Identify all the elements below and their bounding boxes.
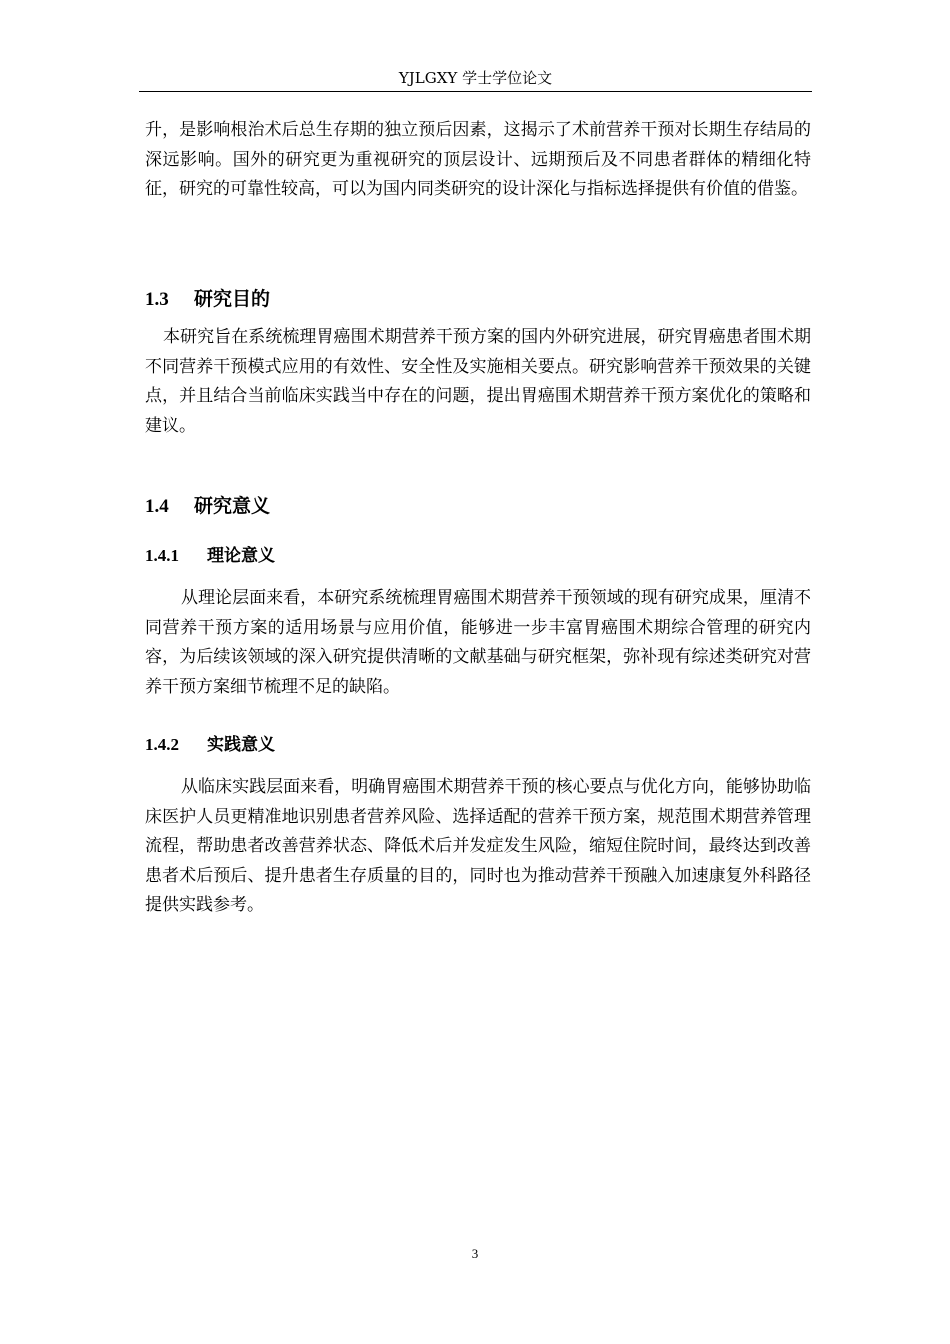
section-heading-1-3 xyxy=(145,287,270,312)
section-heading-1-4 xyxy=(145,494,270,519)
subsection-number: 1.4.2 xyxy=(145,735,179,754)
subsection-title: 实践意义 xyxy=(207,735,275,755)
subsection-heading-1-4-1 xyxy=(145,545,275,567)
section-number: 1.4 xyxy=(145,496,169,517)
header-rule xyxy=(139,91,812,92)
running-header: YJLGXY 学士学位论文 xyxy=(398,69,553,87)
theoretical-significance-paragraph: 从理论层面来看，本研究系统梳理胃癌围术期营养干预领域的现有研究成果，厘清不同营养干预方案的适用场景与应用价值，能够进一步丰富胃癌围术期综合管理的研究内容，为后续该领域的深入研究提供清晰的文献基础与研究框架，弥补现有综述类研究对营养干预方案细节梳理不足的缺陷。 xyxy=(145,588,811,697)
subsection-number: 1.4.1 xyxy=(145,546,179,565)
continuation-paragraph: 升，是影响根治术后总生存期的独立预后因素，这揭示了术前营养干预对长期生存结局的深远影响。国外的研究更为重视研究的顶层设计、远期预后及不同患者群体的精细化特征，研究的可靠性较高，可以为国内同类研究的设计深化与指标选择提供有价值的借鉴。 xyxy=(145,120,811,199)
section-title: 研究意义 xyxy=(194,495,271,517)
section-title: 研究目的 xyxy=(194,288,271,310)
practical-significance-paragraph: 从临床实践层面来看，明确胃癌围术期营养干预的核心要点与优化方向，能够协助临床医护人员更精准地识别患者营养风险、选择适配的营养干预方案，规范围术期营养管理流程，帮助患者改善营养状态、降低术后并发症发生风险，缩短住院时间，最终达到改善患者术后预后、提升患者生存质量的目的，同时也为推动营养干预融入加速康复外科路径提供实践参考。 xyxy=(145,777,811,915)
page-number: 3 xyxy=(471,1246,479,1261)
section-number: 1.3 xyxy=(145,289,169,310)
subsection-heading-1-4-2 xyxy=(145,734,275,756)
subsection-title: 理论意义 xyxy=(207,546,275,566)
purpose-paragraph: 本研究旨在系统梳理胃癌围术期营养干预方案的国内外研究进展，研究胃癌患者围术期不同营养干预模式应用的有效性、安全性及实施相关要点。研究影响营养干预效果的关键点，并且结合当前临床实践当中存在的问题，提出胃癌围术期营养干预方案优化的策略和建议。 xyxy=(145,327,811,436)
